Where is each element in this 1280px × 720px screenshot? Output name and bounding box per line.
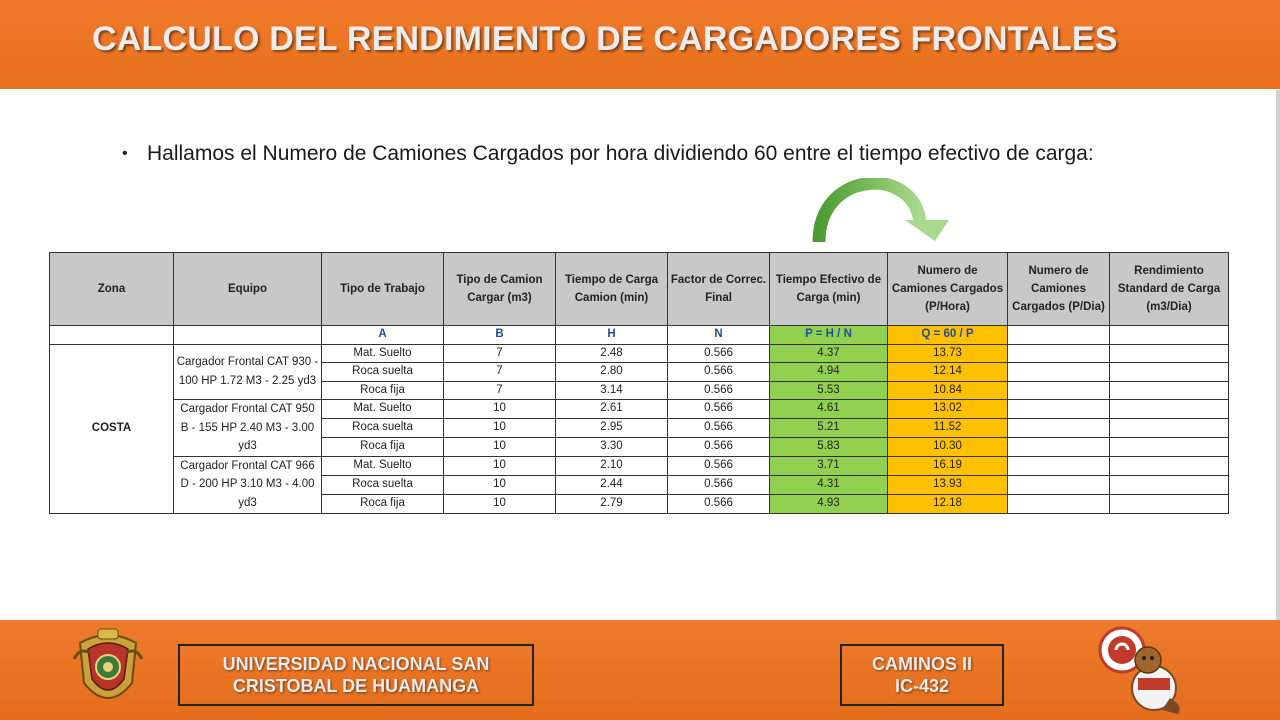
tipo-cell: Mat. Suelto <box>322 400 444 419</box>
tipo-cell: Roca suelta <box>322 475 444 494</box>
col-header-tiempo-efectivo: Tiempo Efectivo de Carga (min) <box>770 253 888 326</box>
tipo-cell: Roca fija <box>322 494 444 513</box>
empty-cell <box>1110 363 1229 382</box>
empty-cell <box>1008 418 1110 437</box>
q-cell: 13.93 <box>888 475 1008 494</box>
n-cell: 0.566 <box>668 494 770 513</box>
n-cell: 0.566 <box>668 418 770 437</box>
n-cell: 0.566 <box>668 456 770 475</box>
h-cell: 2.80 <box>556 363 668 382</box>
h-cell: 2.79 <box>556 494 668 513</box>
b-cell: 7 <box>444 344 556 363</box>
empty-cell <box>1110 437 1229 456</box>
h-cell: 3.14 <box>556 381 668 400</box>
col-header-tiempo-carga: Tiempo de Carga Camion (min) <box>556 253 668 326</box>
formula-cell <box>174 326 322 345</box>
col-header-camiones-dia: Numero de Camiones Cargados (P/Dia) <box>1008 253 1110 326</box>
course-code: IC-432 <box>894 676 950 696</box>
empty-cell <box>1110 456 1229 475</box>
empty-cell <box>1008 456 1110 475</box>
q-cell: 13.73 <box>888 344 1008 363</box>
university-crest-icon <box>72 623 144 715</box>
b-cell: 10 <box>444 494 556 513</box>
table-header-row <box>50 253 1229 326</box>
empty-cell <box>1110 400 1229 419</box>
empty-cell <box>1110 344 1229 363</box>
b-cell: 10 <box>444 418 556 437</box>
tipo-cell: Mat. Suelto <box>322 344 444 363</box>
formula-cell <box>50 326 174 345</box>
table-row <box>50 344 1229 363</box>
h-cell: 2.44 <box>556 475 668 494</box>
n-cell: 0.566 <box>668 381 770 400</box>
formula-row <box>50 326 1229 345</box>
p-cell: 5.83 <box>770 437 888 456</box>
course-box <box>840 644 1004 706</box>
p-cell: 4.93 <box>770 494 888 513</box>
table-row <box>50 456 1229 475</box>
b-cell: 10 <box>444 400 556 419</box>
page-title: CALCULO DEL RENDIMIENTO DE CARGADORES FRONTALES <box>92 20 1118 58</box>
h-cell: 2.48 <box>556 344 668 363</box>
empty-cell <box>1110 381 1229 400</box>
bullet-icon: • <box>122 145 128 162</box>
bullet-text: Hallamos el Numero de Camiones Cargados por hora dividiendo 60 entre el tiempo efectivo de carga: <box>147 142 1094 165</box>
h-cell: 3.30 <box>556 437 668 456</box>
n-cell: 0.566 <box>668 437 770 456</box>
p-cell: 4.61 <box>770 400 888 419</box>
empty-cell <box>1008 400 1110 419</box>
header-bar <box>0 0 1280 89</box>
empty-cell <box>1008 494 1110 513</box>
empty-cell <box>1110 494 1229 513</box>
h-cell: 2.95 <box>556 418 668 437</box>
col-header-camiones-hora: Numero de Camiones Cargados (P/Hora) <box>888 253 1008 326</box>
tipo-cell: Roca suelta <box>322 418 444 437</box>
university-line-2: CRISTOBAL DE HUAMANGA <box>232 676 480 696</box>
tipo-cell: Roca suelta <box>322 363 444 382</box>
tipo-cell: Roca fija <box>322 381 444 400</box>
n-cell: 0.566 <box>668 475 770 494</box>
b-cell: 10 <box>444 456 556 475</box>
n-cell: 0.566 <box>668 363 770 382</box>
empty-cell <box>1110 475 1229 494</box>
formula-cell: H <box>556 326 668 345</box>
b-cell: 7 <box>444 381 556 400</box>
formula-cell: Q = 60 / P <box>888 326 1008 345</box>
empty-cell <box>1008 344 1110 363</box>
university-line-1: UNIVERSIDAD NACIONAL SAN <box>222 654 490 674</box>
tipo-cell: Mat. Suelto <box>322 456 444 475</box>
q-cell: 12.14 <box>888 363 1008 382</box>
q-cell: 10.84 <box>888 381 1008 400</box>
col-header-tipo-trabajo: Tipo de Trabajo <box>322 253 444 326</box>
n-cell: 0.566 <box>668 400 770 419</box>
curved-arrow-icon <box>812 178 957 244</box>
formula-cell: P = H / N <box>770 326 888 345</box>
equipo-cell: Cargador Frontal CAT 930 - 100 HP 1.72 M3 - 2.25 yd3 <box>174 344 322 400</box>
formula-cell: B <box>444 326 556 345</box>
col-header-zona: Zona <box>50 253 174 326</box>
table-row <box>50 400 1229 419</box>
formula-cell <box>1110 326 1229 345</box>
col-header-factor: Factor de Correc. Final <box>668 253 770 326</box>
equipo-cell: Cargador Frontal CAT 950 B - 155 HP 2.40 M3 - 3.00 yd3 <box>174 400 322 457</box>
b-cell: 10 <box>444 437 556 456</box>
col-header-tipo-camion: Tipo de Camion Cargar (m3) <box>444 253 556 326</box>
n-cell: 0.566 <box>668 344 770 363</box>
col-header-rendimiento: Rendimiento Standard de Carga (m3/Dia) <box>1110 253 1229 326</box>
empty-cell <box>1008 437 1110 456</box>
q-cell: 16.19 <box>888 456 1008 475</box>
q-cell: 13.02 <box>888 400 1008 419</box>
q-cell: 10.30 <box>888 437 1008 456</box>
q-cell: 11.52 <box>888 418 1008 437</box>
formula-cell <box>1008 326 1110 345</box>
course-name: CAMINOS II <box>871 654 972 674</box>
col-header-equipo: Equipo <box>174 253 322 326</box>
h-cell: 2.10 <box>556 456 668 475</box>
p-cell: 4.94 <box>770 363 888 382</box>
loader-performance-table <box>49 252 1229 514</box>
b-cell: 7 <box>444 363 556 382</box>
faculty-mascot-icon <box>1092 620 1188 716</box>
empty-cell <box>1008 363 1110 382</box>
p-cell: 3.71 <box>770 456 888 475</box>
empty-cell <box>1110 418 1229 437</box>
formula-cell: A <box>322 326 444 345</box>
university-name-box <box>178 644 534 706</box>
q-cell: 12.18 <box>888 494 1008 513</box>
slide-edge-divider <box>1276 90 1280 620</box>
h-cell: 2.61 <box>556 400 668 419</box>
equipo-cell: Cargador Frontal CAT 966 D - 200 HP 3.10 M3 - 4.00 yd3 <box>174 456 322 513</box>
p-cell: 4.31 <box>770 475 888 494</box>
b-cell: 10 <box>444 475 556 494</box>
empty-cell <box>1008 475 1110 494</box>
zona-cell: COSTA <box>50 344 174 513</box>
empty-cell <box>1008 381 1110 400</box>
p-cell: 5.53 <box>770 381 888 400</box>
p-cell: 5.21 <box>770 418 888 437</box>
formula-cell: N <box>668 326 770 345</box>
p-cell: 4.37 <box>770 344 888 363</box>
tipo-cell: Roca fija <box>322 437 444 456</box>
